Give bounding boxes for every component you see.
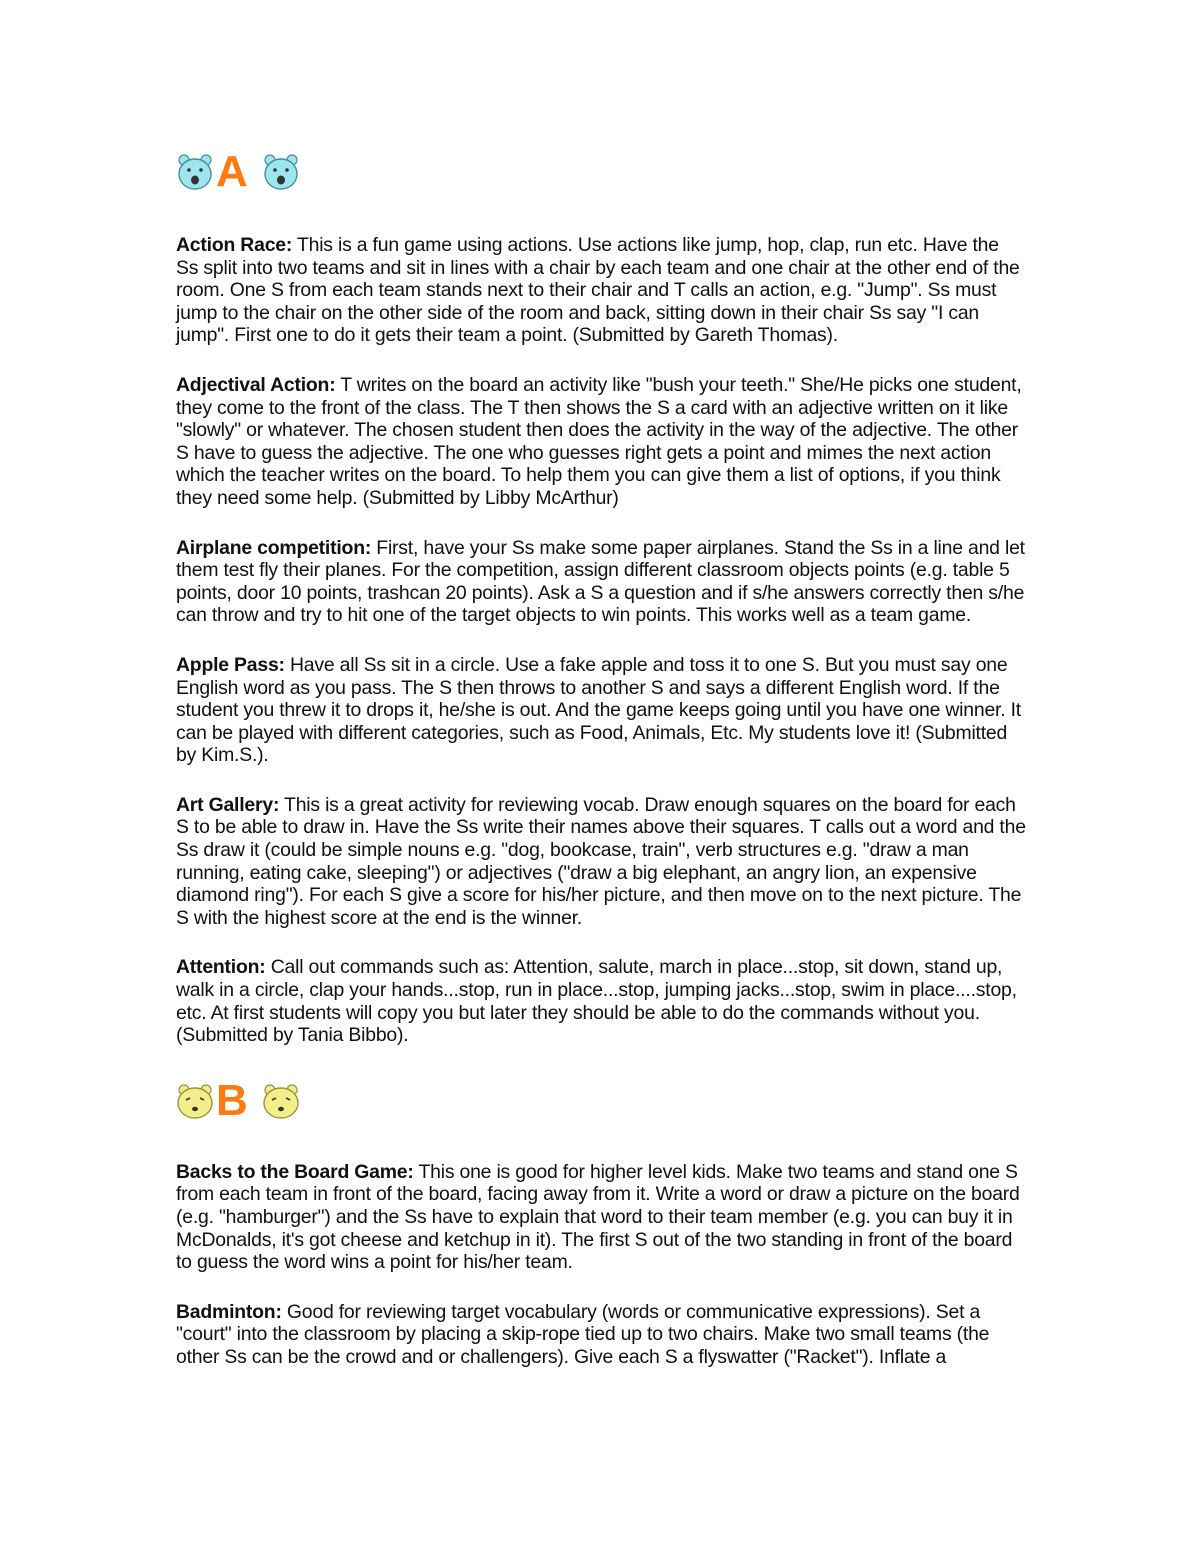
entry-text: This one is good for higher level kids. Make two teams and stand one S from each team in front of the board, facing away from it. Write a word or draw a picture on the board (e.g. "hamburger") and the Ss have to explain that word to their team member (e.g. you can buy it in McDonalds, it's got cheese and ketchup in it). The first S out of the two standing in front of the board to guess the word wins a point for his/her team. [176, 1160, 1020, 1274]
entry-text: Good for reviewing target vocabulary (words or communicative expressions). Set a "court" into the classroom by placing a skip-rope tied up to two chairs. Make two small teams (the other Ss can be the crowd and or challengers). Give each S a flyswatter ("Racket"). Inflate a [176, 1300, 990, 1368]
section-letter-b: B [216, 1075, 248, 1125]
entry-text: T writes on the board an activity like "bush your teeth." She/He picks one student, they come to the front of the class. The T then shows the S a card with an adjective written on it like "slowly" or whatever. The chosen student then does the activity in the way of the adjective. The other S have to guess the adjective. The one who guesses right gets a point and mimes the next action which the teacher writes on the board. To help them you can give them a list of options, if you think they need some help. (Submitted by Libby McArthur) [176, 373, 1022, 509]
entry-text: Have all Ss sit in a circle. Use a fake apple and toss it to one S. But you must say one English word as you pass. The S then throws to another S and says a different English word. If the student you threw it to drops it, he/she is out. And the game keeps going until you have one winner. It can be played with different categories, such as Food, Animals, Etc. My students love it! (Submitted by Kim.S.). [176, 653, 1021, 767]
entry-text: This is a fun game using actions. Use actions like jump, hop, clap, run etc. Have the Ss split into two teams and sit in lines with a chair by each team and one chair at the other end of the room. One S from each team stands next to their chair and T calls an action, e.g. "Jump". Ss must jump to the chair on the other side of the room and back, sitting down in their chair Ss say "I can jump". First one to do it gets their team a point. (Submitted by Gareth Thomas). [176, 234, 1020, 347]
entry-term: Apple Pass: [176, 653, 285, 676]
entry-airplane-competition [176, 537, 1026, 627]
entry-badminton [176, 1301, 1026, 1369]
section-a-header [176, 147, 1026, 196]
entry-term: Adjectival Action: [176, 373, 336, 396]
entry-term: Backs to the Board Game: [176, 1160, 414, 1183]
entry-term: Action Race: [176, 234, 293, 256]
document-page [176, 147, 1026, 1396]
entry-text: Call out commands such as: Attention, salute, march in place...stop, sit down, stand up, walk in a circle, clap your hands...stop, run in place...stop, jumping jacks...stop, swim in place....stop, etc. At first students will copy you but later they should be able to do the commands without you. (Submitted by Tania Bibbo). [176, 956, 1017, 1047]
entry-art-gallery [176, 794, 1026, 930]
entry-apple-pass [176, 654, 1026, 767]
entry-action-race [176, 234, 1026, 347]
yellow-bear-face-icon [262, 1081, 300, 1121]
cyan-bear-face-icon [262, 152, 300, 192]
entry-backs-to-the-board [176, 1161, 1026, 1274]
entry-attention [176, 956, 1026, 1046]
entry-term: Airplane competition: [176, 536, 372, 559]
yellow-bear-face-icon [176, 1081, 214, 1121]
entry-term: Art Gallery: [176, 793, 280, 816]
entry-text: First, have your Ss make some paper airplanes. Stand the Ss in a line and let them test fly their planes. For the competition, assign different classroom objects points (e.g. table 5 points, door 10 points, trashcan 20 points). Ask a S a question and if s/he answers correctly then s/he can throw and try to hit one of the target objects to win points. This works well as a team game. [176, 536, 1025, 627]
entry-adjectival-action [176, 374, 1026, 510]
section-letter-a: A [216, 147, 248, 196]
entry-text: This is a great activity for reviewing vocab. Draw enough squares on the board for each S to be able to draw in. Have the Ss write their names above their squares. T calls out a word and the Ss draw it (could be simple nouns e.g. "dog, bookcase, train", verb structures e.g. "draw a man running, eating cake, sleeping") or adjectives ("draw a big elephant, an angry lion, an expensive diamond ring"). For each S give a score for his/her picture, and then move on to the next picture. The S with the highest score at the end is the winner. [176, 793, 1026, 929]
section-b-header [176, 1075, 1026, 1125]
entry-term: Attention: [176, 956, 266, 979]
entry-term: Badminton: [176, 1300, 282, 1323]
cyan-bear-face-icon [176, 152, 214, 192]
